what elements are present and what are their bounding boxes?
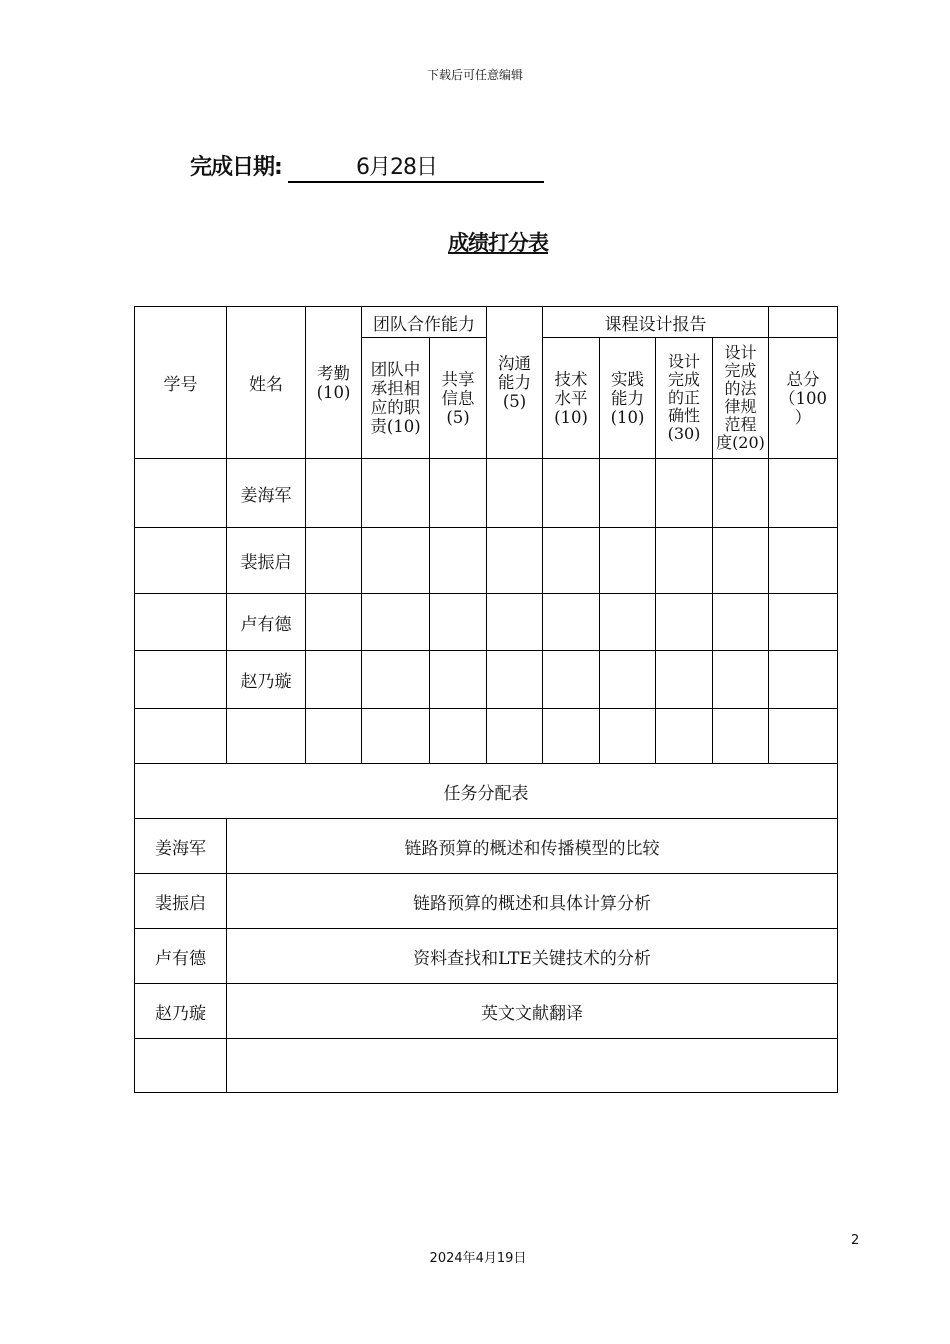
score-row bbox=[135, 459, 838, 528]
header-practice: 实践 能力 (10) bbox=[600, 338, 656, 459]
student-name: 姜海军 bbox=[227, 459, 306, 528]
header-attendance: 考勤 (10) bbox=[306, 307, 362, 459]
header-name: 姓名 bbox=[227, 307, 306, 459]
score-row bbox=[135, 709, 838, 764]
student-name: 裴振启 bbox=[227, 528, 306, 594]
date-label: 完成日期: bbox=[190, 155, 282, 180]
cell bbox=[135, 594, 227, 651]
header-correctness: 设计 完成 的正 确性 (30) bbox=[656, 338, 713, 459]
header-note: 下载后可任意编辑 bbox=[426, 68, 523, 82]
student-name: 卢有德 bbox=[227, 594, 306, 651]
task-person bbox=[135, 1039, 227, 1093]
header-empty bbox=[769, 307, 838, 338]
cell bbox=[135, 459, 227, 528]
task-row bbox=[135, 984, 838, 1039]
task-table-title: 任务分配表 bbox=[135, 764, 838, 819]
header-compliance: 设计 完成 的法 律规 范程 度(20) bbox=[713, 338, 769, 459]
student-name: 赵乃璇 bbox=[227, 651, 306, 709]
date-value: 6月28日 bbox=[288, 150, 544, 183]
footer-date: 2024年4月19日 bbox=[429, 1251, 527, 1266]
task-row bbox=[135, 1039, 838, 1093]
task-person: 赵乃璇 bbox=[135, 984, 227, 1039]
score-table bbox=[134, 306, 838, 1093]
cell bbox=[135, 651, 227, 709]
task-person: 姜海军 bbox=[135, 819, 227, 874]
score-row bbox=[135, 528, 838, 594]
task-desc: 链路预算的概述和具体计算分析 bbox=[227, 874, 838, 929]
header-communication: 沟通 能力 (5) bbox=[487, 307, 543, 459]
cell bbox=[135, 528, 227, 594]
page-number: 2 bbox=[851, 1233, 860, 1248]
header-total: 总分 （100 ） bbox=[769, 338, 838, 459]
header-team-resp: 团队中 承担相 应的职 责(10) bbox=[362, 338, 430, 459]
task-title-row bbox=[135, 764, 838, 819]
student-name bbox=[227, 709, 306, 764]
header-tech-level: 技术 水平 (10) bbox=[543, 338, 600, 459]
header-share-info: 共享 信息 (5) bbox=[430, 338, 487, 459]
task-person: 卢有德 bbox=[135, 929, 227, 984]
header-report-group: 课程设计报告 bbox=[543, 307, 769, 338]
task-row bbox=[135, 874, 838, 929]
task-desc: 资料查找和LTE关键技术的分析 bbox=[227, 929, 838, 984]
score-row bbox=[135, 594, 838, 651]
completion-date bbox=[190, 150, 544, 183]
score-sheet-title: 成绩打分表 bbox=[448, 231, 548, 255]
task-person: 裴振启 bbox=[135, 874, 227, 929]
header-team-group: 团队合作能力 bbox=[362, 307, 487, 338]
task-row bbox=[135, 929, 838, 984]
cell bbox=[135, 709, 227, 764]
header-row-1 bbox=[135, 307, 838, 338]
task-desc: 英文文献翻译 bbox=[227, 984, 838, 1039]
header-student-id: 学号 bbox=[135, 307, 227, 459]
task-desc: 链路预算的概述和传播模型的比较 bbox=[227, 819, 838, 874]
score-row bbox=[135, 651, 838, 709]
task-desc bbox=[227, 1039, 838, 1093]
task-row bbox=[135, 819, 838, 874]
